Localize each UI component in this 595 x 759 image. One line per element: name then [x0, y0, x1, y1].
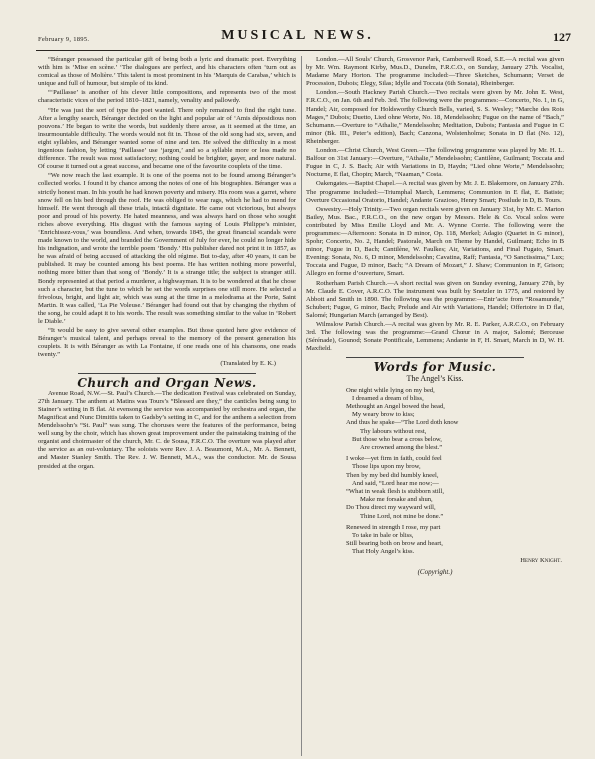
article-paragraph: “Béranger possessed the particular gift of being both a lyric and dramatic poet. Everything with him is ‘Mise en scène.’ ‘The dialogues are perfect, and his characters often ‘turn out as comical as those of Molière.’ This talent is most prominent in his ‘Marquis de Carabas,’ which is unique and full of humour, but simple of its kind. — [38, 56, 296, 88]
poem-line: Methought an Angel bowed the head, — [346, 402, 445, 410]
recital-notice: Oswestry.—Holy Trinity.—Two organ recitals were given on January 31st, by Mr. C. Marton Bailey, Mus. Bac., F.R.C.O., on the new organ by Messrs. Hele & Co. Vocal solos were contributed by Miss Emilie Lloyd and Mr. A. Wynne Corrie. The following were the programmes:—Afternoon: Sonata in D minor, Op. 118, Merkel; Adagio (Quartet in G minor), Spohr; Concerto, No. 2, Handel; Pastorale, March on Theme by Handel, Guilmant; Echo in B minor, Fugue in D, Bach; Cantilène, W. Faulkes; Air, Variations, and Final Fugato, Smart. Evening: Sonata, No. 6, D minor, Mendelssohn; Cavatina, Raff; Fantasia, “O Sanctissima,” Lux; Toccata and Fugue, D minor, Bach; “A Dream of Mozart,” J. Shaw; Communion in F, Grison; Allegro en forme d’ouverture, Smart. — [306, 205, 564, 278]
poem-line: But those who bear a cross below, — [352, 435, 442, 443]
poem-line: “What in weak flesh is stubborn still, — [346, 488, 444, 495]
recital-notice: London.—All Souls’ Church, Grosvenor Park, Camberwell Road, S.E.—A recital was given by Mr. Wm. Raymont Kirby, Mus.D., Dunelm, F.R.C.O., on Sunday, January 27th. Vocalist, Madame Mary Horton. The programme included:—Three Sketches, Schumann; Verset de Procession, Dubois; Elegy, Silas; Idylle and Toccata (6th Sonata), Rheinberger. — [306, 56, 564, 88]
recital-notice: Oakengates.—Baptist Chapel.—A recital was given by Mr. J. E. Blakemore, on January 27th. The programme included:—Triumphal March, Lemmens; Communion in E flat, E. Batiste; Overture Occasional Oratorio, Handel; Andante Grazioso, Henry Smart; Postlude in D, B. Tours. — [306, 180, 564, 204]
recital-notice: Rotherham Parish Church.—A short recital was given on Sunday evening, January 27th, by Mr. Claude E. Cover, A.R.C.O. The instrument was built by Snetzler in 1775, and restored by Abbott and Smith in 1890. The following was the programme:—Entr’acte from “Rosamunde,” Schubert; Fugue, G minor, Bach; Prelude and Air with Variations, Handel; Offertoire in D flat, Salomé; Hungarian March (arranged by Best). — [306, 279, 564, 319]
poem-line: Do Thou direct my wayward will, — [346, 504, 436, 512]
poem-line: Then by my bed did humbly kneel, — [346, 471, 439, 479]
article-paragraph: “‘Paillasse’ is another of his clever little compositions, and represents two of the most characteristic vices of the period 1810–1821, namely, venality and pallowdy. — [38, 89, 296, 105]
church-organ-news-heading: Church and Organ News. — [77, 375, 257, 390]
left-column — [38, 56, 296, 472]
poem-line: Still bearing both on brow and heart, — [346, 540, 443, 548]
header-rule — [36, 50, 560, 51]
page-header — [0, 0, 595, 58]
section-rule — [346, 357, 524, 358]
poem-author: Henry Knight. — [520, 556, 562, 564]
poem-title: The Angel’s Kiss. — [406, 374, 464, 384]
church-news-paragraph: Avenue Road, N.W.—St. Paul’s Church.—The dedication Festival was celebrated on Sunday, 27th January. The anthem at Matins was Tours’s “Blessed are they,” the canticles being sung to Stainer’s setting in B flat. At evensong the service was accompanied by orchestra and organ, the Magnificat and Nunc Dimittis taken to Gadsby’s setting in C, and for the anthem a selection from Mendelssohn’s “St. Paul” was sung. The choruses were the features of the performance, being well sung by the choir, which has shown great improvement under the painstaking training of the organist and choirmaster of the church, Mr. C. de Sousa, F.R.C.O. The overture was played after the service as an out-voluntary. The soloists were Rev. J. A. Beaumont, M.A., Mr. A. Bennett, and Master Stanley Smith. The Rev. J. W. Bennett, M.A., was the conductor. Mr. de Sousa presided at the organ. — [38, 389, 296, 470]
poem-line: I dreamed a dream of bliss, — [352, 394, 424, 402]
poem-line: That Holy Angel’s kiss. — [352, 548, 415, 556]
recital-notice: Wilmslow Parish Church.—A recital was given by Mr. R. E. Parker, A.R.C.O., on February 3rd. The following was the programme:—Grand Chœur in A major, Salomé; Berceuse (Sérénade), Gounod; Sonate Pontificale, Lemmens; Andante in F, H. Smart, March in D, W. H. Maxfield. — [306, 321, 564, 353]
poem-line: Are crowned among the blest.” — [360, 443, 443, 451]
issue-date: February 9, 1895. — [38, 36, 90, 43]
poem-line: Those lips upon my brow, — [352, 463, 421, 471]
poem-line: I woke—yet firm in faith, could feel — [346, 455, 442, 463]
recital-notice: London.—South Hackney Parish Church.—Two recitals were given by Mr. John E. West, F.R.C.O., on Jan. 6th and Feb. 3rd. The following were the programmes:—Concerto, No. 1, in G, Handel; Air, composed for Holdsworthy Church Bells, varied, S. S. Wesley; “Marche des Rois Mages,” Dubois; Duetto, Lied ohne Worte, No. 18, Mendelssohn; Fugue on the name of “Bach,” Schumann.—Overture to “Athalie,” Mendelssohn; Meditation, Dubois; Fantasia and Fugue in C minor (Bk. III., Peter’s edition), Bach; Canzona, Wolstenholme; Sonata in D flat (No. 12), Rheinberger. — [306, 89, 564, 145]
article-paragraph: “It would be easy to give several other examples. But those quoted here give evidence of Béranger’s musical talent, and perhaps reveal to the memory of the present generation his couplets. It is with Béranger as with La Fontaine, if one reads one of his chansons, one reads twenty.” — [38, 327, 296, 359]
article-paragraph: “He was just the sort of type the poet wanted. There only remained to find the right tune. After a lengthy search, Béranger decided on the light and popular air of ‘Amis déposidious non pouvons.’ He began to write the words, but suddenly there arose, as it seemed at the time, an insurmountable difficulty. The words would not fit in. Those of the old song had six, seven, and eight syllables, and Béranger wanted some of nine and ten. He solved the difficulty in a most ingenious fashion, by letting ‘Paillasse’ use ‘jargon,’ and so a syllable more or less made no difference. The result was most satisfactory; nothing could be brighter, gayer, and more natural. Of course it turned out a great success, and became one of the favourite couplets of the time. — [38, 106, 296, 171]
poem-line: Make me forsake and shun, — [360, 496, 433, 504]
poem-line: Renewed in strength I rose, my part — [346, 523, 441, 531]
poem-line: Thy labours without rest, — [360, 427, 427, 435]
translator-credit: (Translated by E. K.) — [220, 360, 276, 368]
poem-line: My weary brow to kiss; — [352, 411, 415, 419]
column-divider — [301, 56, 302, 756]
right-column — [306, 56, 564, 576]
poem-body — [306, 387, 564, 557]
copyright-note: (Copyright.) — [417, 567, 453, 576]
section-rule — [78, 373, 256, 374]
masthead-title: MUSICAL NEWS. — [221, 28, 374, 43]
article-paragraph: “We now reach the last example. It is one of the poems not to be found among Béranger’s collected works. I found it by chance among the notes of one of his biographies. Béranger was a strictly honest man. In his youth he had known poverty and misery. His room was a garret, where snow fell on his bed through the roof. He was obliged to wear rags, which he had to mend for himself. He went through all these trials, intactâ dignitate. He came out victorious, but always poor and proud of his poverty. He hated meanness, and was always hard on those who sought riches above everything. His disgust with the famous saying of Louis Philippe’s minister, ‘Enrichissez-vous,’ was boundless. And when, towards 1845, the great financial scandals were made known to the world, and branded the Government of July for ever, he could no longer hide his indignation, and wrote the terrible poem ‘Bondy.’ His publisher dared not print it in 1857, as he was afraid of being accused of attacking the old régime. But to-day, after 40 years, it can be published. It may be counted among his best poems. He has written nothing more powerful, nothing more bitter than that song of ‘Bondy.’ It is a strange title; the subject is stranger still. Bondy represented at that period a murderer, a highwayman. It is to be wondered at that he chose such a character, but the tune to which he set the words surprises one still more. He selected a frivolous, bright, and light air, which was sung at the time in a melodrama at the Porte, Saint Martin. It was called, ‘La Pie Voleuse.’ Béranger had found out that by changing the rhythm of the song, he could adapt it to his words. The result was something similar to the value in ‘Robert le Diable.’ — [38, 172, 296, 325]
poem-line: One night while lying on my bed, — [346, 386, 435, 394]
poem-line: To take in bale or bliss, — [352, 532, 414, 540]
poem-line: And thus he spake—“The Lord doth know — [346, 419, 459, 427]
poem-line: Thine Lord, not mine be done.” — [360, 512, 444, 520]
words-for-music-heading: Words for Music. — [373, 360, 497, 375]
poem-line: And said, “Lord hear me now;— — [352, 479, 439, 487]
recital-notice: London.—Christ Church, West Green.—The following programme was played by Mr. H. L. Balfour on 31st January:—Overture, “Athalie,” Mendelssohn; Cantilène, Guilmant; Toccata and Fugue in C, J. S. Bach; Air with Variations in D, Haydn; “Lied ohne Worte,” Mendelssohn; Nocturne, E flat, Chopin; March, “Naaman,” Costa. — [306, 147, 564, 179]
page-number: 127 — [553, 30, 571, 44]
